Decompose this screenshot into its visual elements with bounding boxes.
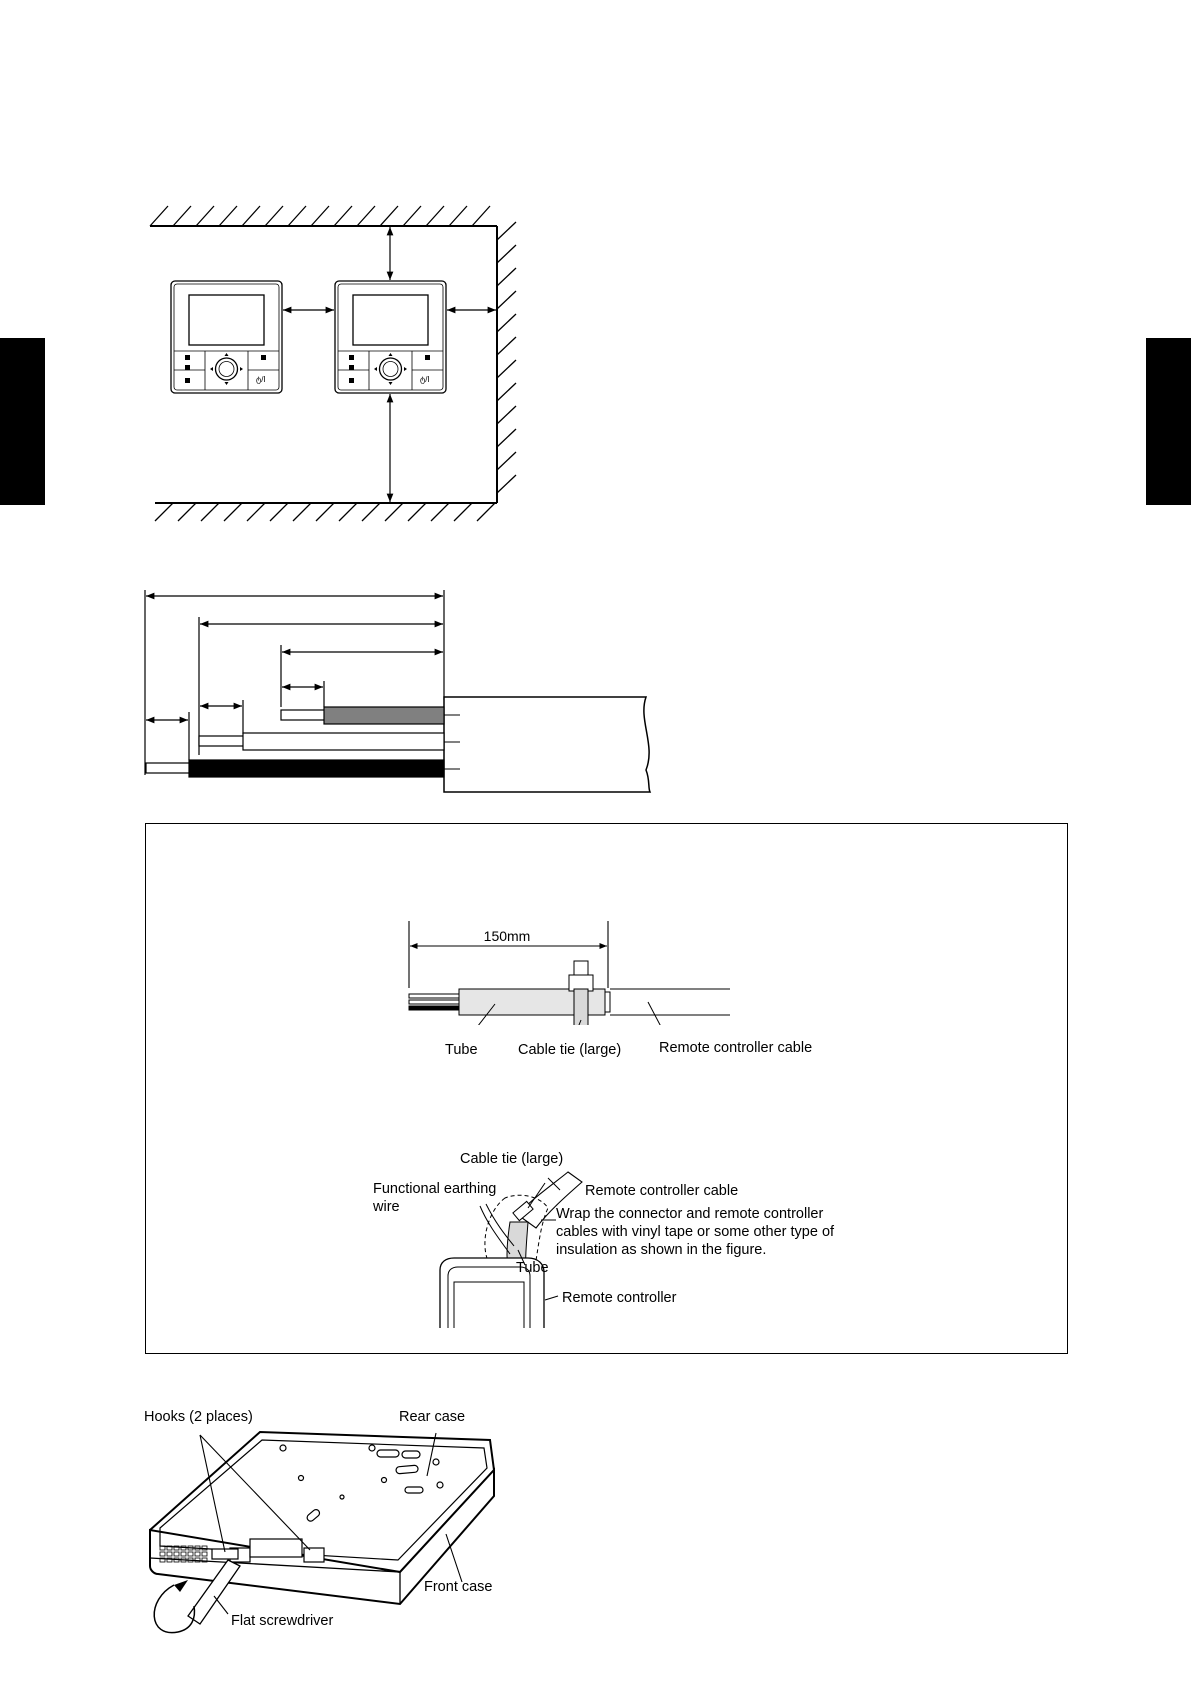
case-opening-diagram (140, 1425, 510, 1640)
label-wrap-note: Wrap the connector and remote controller cables with vinyl tape or some other type of insulation as shown in the figure. (556, 1206, 835, 1258)
label-tube-2: Tube (516, 1260, 549, 1276)
label-cable-tie-2: Cable tie (large) (460, 1151, 564, 1167)
label-rear-case: Rear case (399, 1409, 466, 1425)
label-earthing-wire: Functional earthing wire (373, 1181, 497, 1215)
label-hooks: Hooks (2 places) (144, 1409, 253, 1425)
clearance-diagram (140, 195, 520, 530)
section-tab-right (1146, 338, 1191, 505)
tube-cable-tie-diagram (395, 915, 745, 1025)
label-remote-cable: Remote controller cable (659, 1040, 813, 1056)
label-tube: Tube (445, 1042, 478, 1058)
power-button-label-2: ტ/I (420, 375, 430, 384)
label-remote-cable-2: Remote controller cable (585, 1183, 739, 1199)
cable-stripping-diagram (140, 585, 660, 795)
dimension-150mm: 150mm (483, 928, 531, 944)
section-tab-left (0, 338, 45, 505)
label-cable-tie: Cable tie (large) (518, 1042, 622, 1058)
power-button-label: ტ/I (256, 375, 266, 384)
label-screwdriver: Flat screwdriver (231, 1613, 334, 1629)
label-front-case: Front case (424, 1579, 493, 1595)
label-remote-controller: Remote controller (562, 1290, 677, 1306)
